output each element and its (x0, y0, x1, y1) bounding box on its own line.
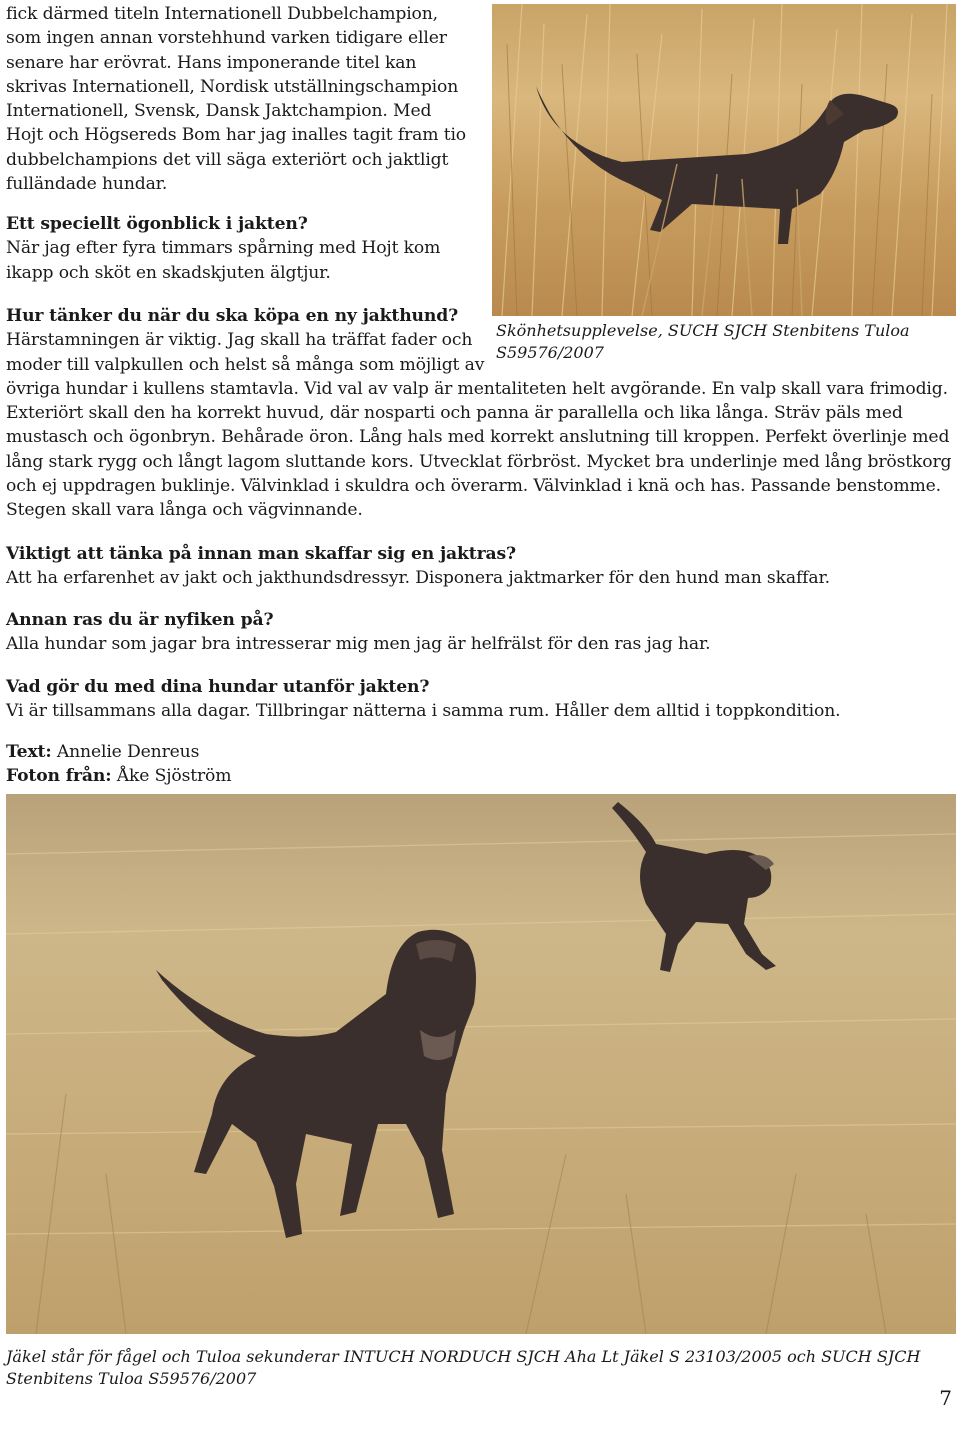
photo-two-dogs-in-field (6, 794, 956, 1334)
caption-line: S59576/2007 (496, 343, 604, 362)
caption-top-photo (496, 320, 916, 364)
text-line: Stegen skall vara långa och vägvinnande. (6, 500, 363, 521)
text-line: fick därmed titeln Internationell Dubbelchampion, (6, 4, 438, 24)
page-number: 7 (939, 1386, 952, 1410)
text-line: lång stark rygg och långt lagom sluttande kors. Utvecklat förbröst. Mycket bra underlinje med lång bröstkorg (6, 451, 952, 472)
qa-special-moment (6, 212, 490, 285)
text-line: Internationell, Svensk, Dansk Jaktchampion. Med (6, 101, 432, 122)
text-line: som ingen annan vorstehhund varken tidigare eller (6, 28, 447, 49)
text-line: Härstamningen är viktig. Jag skall ha träffat fader och (6, 330, 473, 351)
text-line: senare har erövrat. Hans imponerande titel kan (6, 52, 417, 73)
qa-other-breed (6, 608, 954, 657)
photo-two-dogs-in-field-illustration (6, 794, 956, 1334)
text-line: Hojt och Högsereds Bom har jag inalles tagit fram tio (6, 125, 466, 146)
question-heading: Ett speciellt ögonblick i jakten? (6, 214, 308, 234)
qa-before-choosing-breed (6, 542, 954, 591)
caption-line: Stenbitens Tuloa S59576/2007 (6, 1369, 257, 1388)
credit-photo-line (6, 764, 606, 788)
question-heading: Hur tänker du när du ska köpa en ny jakthund? (6, 306, 459, 326)
credit-text-name: Annelie Denreus (51, 742, 200, 762)
question-heading: Vad gör du med dina hundar utanför jakten? (6, 677, 430, 697)
caption-line: Skönhetsupplevelse, SUCH SJCH Stenbitens Tuloa (496, 321, 910, 340)
text-line: ikapp och sköt en skadskjuten älgtjur. (6, 262, 331, 283)
photo-dog-in-tall-grass-illustration (492, 4, 956, 316)
text-line: skrivas Internationell, Nordisk utställningschampion (6, 76, 459, 97)
text-line: moder till valpkullen och helst så många som möjligt av (6, 354, 485, 375)
credit-text-line (6, 740, 606, 764)
text-line: Exteriört skall den ha korrekt huvud, där nosparti och panna är parallella och lika långa. Sträv päls med (6, 403, 903, 424)
text-line: övriga hundar i kullens stamtavla. Vid val av valp är mentaliteten helt avgörande. En valp skall vara frimodig. (6, 378, 948, 399)
answer-text: Alla hundar som jagar bra intresserar mig men jag är helfrälst för den ras jag har. (6, 634, 711, 655)
question-heading: Viktigt att tänka på innan man skaffar sig en jaktras? (6, 544, 516, 564)
text-line: När jag efter fyra timmars spårning med Hojt kom (6, 238, 441, 259)
photo-dog-in-tall-grass (492, 4, 956, 316)
question-heading: Annan ras du är nyfiken på? (6, 610, 274, 630)
text-line: fulländade hundar. (6, 174, 168, 195)
credits (6, 740, 606, 789)
intro-paragraph (6, 2, 490, 196)
answer-text: Vi är tillsammans alla dagar. Tillbringar nätterna i samma rum. Håller dem alltid i toppkondition. (6, 701, 841, 722)
text-line: och ej uppdragen buklinje. Välvinklad i skuldra och överarm. Välvinklad i knä och has. Passande benstomme. (6, 476, 941, 497)
credit-text-label: Text: (6, 742, 52, 762)
credit-photo-label: Foton från: (6, 766, 112, 787)
caption-bottom-photo (6, 1346, 936, 1390)
caption-line: Jäkel står för fågel och Tuloa sekunderar INTUCH NORDUCH SJCH Aha Lt Jäkel S 23103/2005 och SUCH SJCH (6, 1347, 921, 1366)
text-line: dubbelchampions det vill säga exteriört och jaktligt (6, 149, 449, 170)
text-line: mustasch och ögonbryn. Behårade öron. Lång hals med korrekt anslutning till kroppen. Perfekt överlinje med (6, 427, 950, 448)
qa-outside-hunting (6, 675, 954, 724)
credit-photo-name: Åke Sjöström (111, 766, 232, 787)
answer-text: Att ha erfarenhet av jakt och jakthundsdressyr. Disponera jaktmarker för den hund man skaffar. (6, 568, 830, 589)
